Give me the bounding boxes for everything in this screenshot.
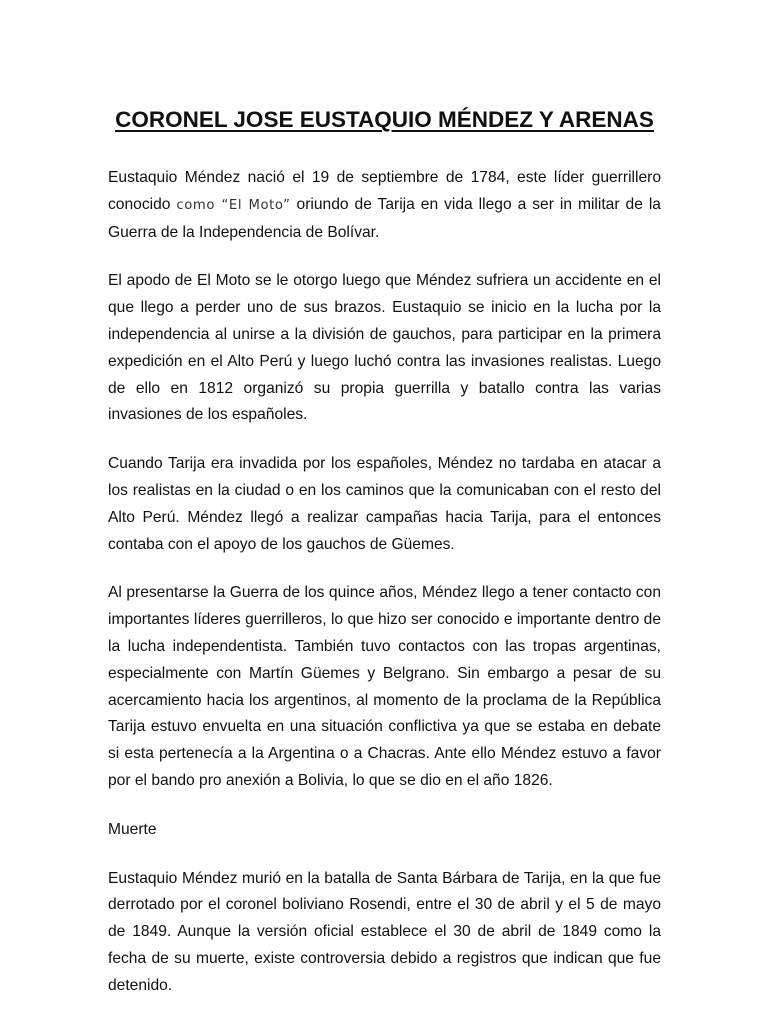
document-page <box>108 103 661 1022</box>
paragraph-birth-text-start: Eustaquio Méndez nació el 19 de septiembre de 1784, este líder guerrillero conocido <box>108 169 661 213</box>
paragraph-birth <box>108 165 661 246</box>
paragraph-fifteen-years-war: Al presentarse la Guerra de los quince años, Méndez llego a tener contacto con importantes líderes guerrilleros, lo que hizo ser conocido e importante dentro de la lucha independentista. También tuvo contactos con las tropas argentinas, especialmente con Martín Güemes y Belgrano. Sin embargo a pesar de su acercamiento hacia los argentinos, al momento de la proclama de la República Tarija estuvo envuelta en una situación conflictiva ya que se estaba en debate si esta pertenecía a la Argentina o a Chacras. Ante ello Méndez estuvo a favor por el bando pro anexión a Bolivia, lo que se dio en el año 1826. <box>108 584 661 789</box>
paragraph-tarija-campaigns: Cuando Tarija era invadida por los españoles, Méndez no tardaba en atacar a los realistas en la ciudad o en los caminos que la comunicaban con el resto del Alto Perú. Méndez llegó a realizar campañas hacia Tarija, para el entonces contaba con el apoyo de los gauchos de Güemes. <box>108 455 661 553</box>
paragraph-death: Eustaquio Méndez murió en la batalla de Santa Bárbara de Tarija, en la que fue derrotado por el coronel boliviano Rosendi, entre el 30 de abril y el 5 de mayo de 1849. Aunque la versión oficial establece el 30 de abril de 1849 como la fecha de su muerte, existe controversia debido a registros que indican que fue detenido. <box>108 869 661 994</box>
paragraph-birth-text-end: oriundo de Tarija en vida llego a ser in militar de la Guerra de la Independencia de Bolívar. <box>108 195 661 241</box>
document-title: CORONEL JOSE EUSTAQUIO MÉNDEZ Y ARENAS <box>115 107 654 132</box>
section-heading-death: Muerte <box>108 820 157 838</box>
paragraph-nickname-origin: El apodo de El Moto se le otorgo luego que Méndez sufriera un accidente en el que llego a perder uno de sus brazos. Eustaquio se inicio en la lucha por la independencia al unirse a la división de gauchos, para participar en la primera expedición en el Alto Perú y luego luchó contra las invasiones realistas. Luego de ello en 1812 organizó su propia guerrilla y batallo contra las varias invasiones de los españoles. <box>108 272 661 424</box>
nickname-text: como “El Moto” <box>176 197 291 213</box>
